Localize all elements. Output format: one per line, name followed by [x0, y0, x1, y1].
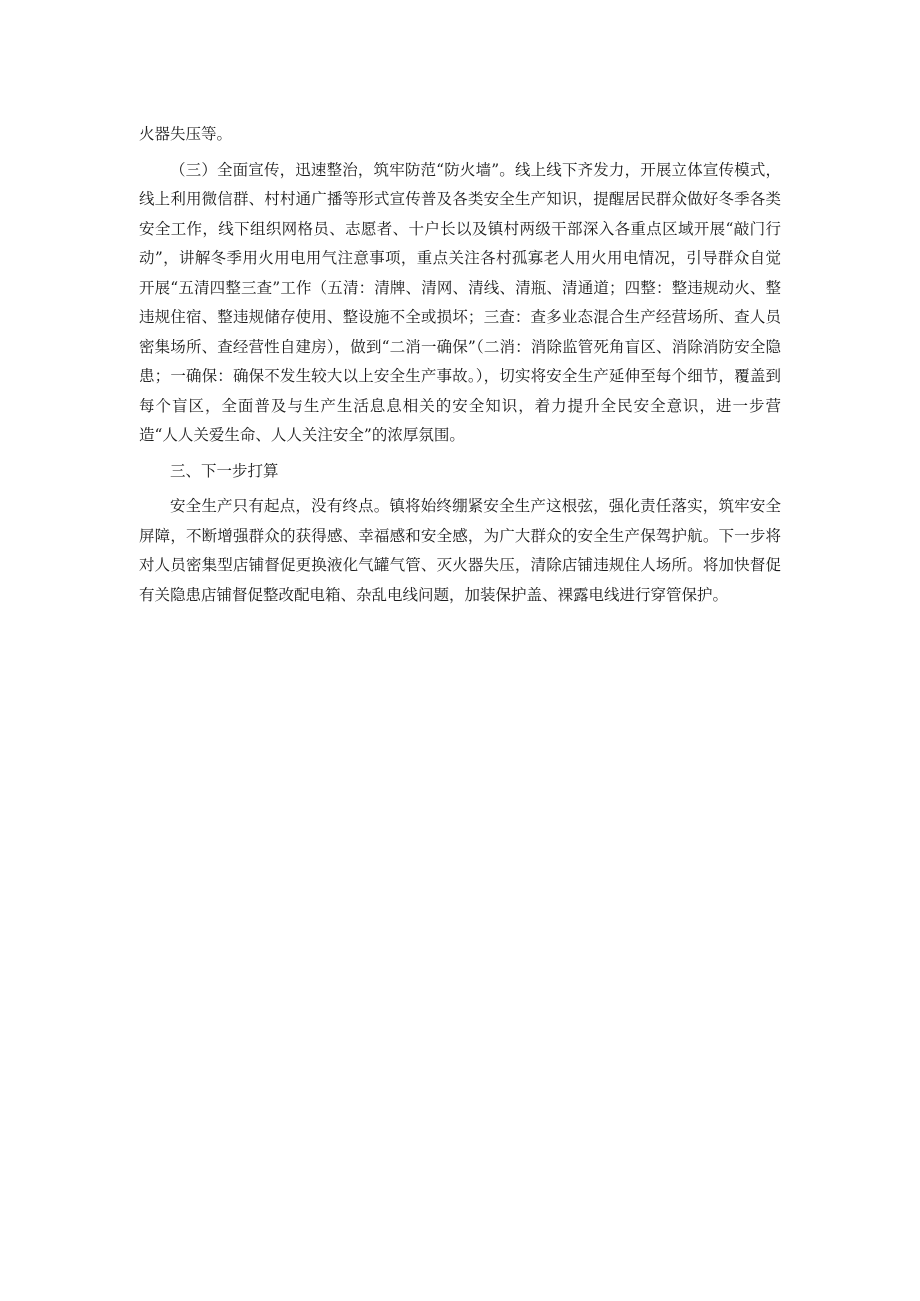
paragraph-next-steps: 安全生产只有起点，没有终点。镇将始终绷紧安全生产这根弦，强化责任落实，筑牢安全屏障，不断增强群众的获得感、幸福感和安全感，为广大群众的安全生产保驾护航。下一步将对人员密集型店铺督促更换液化气罐气管、灭火器失压，清除店铺违规住人场所。将加快督促有关隐患店铺督促整改配电箱、杂乱电线问题，加装保护盖、裸露电线进行穿管保护。: [139, 497, 781, 604]
continuation-text: 火器失压等。: [139, 125, 233, 143]
paragraph-heading-publicity: （三）全面宣传，迅速整治，筑牢防范“防火墙”。: [170, 160, 515, 179]
paragraph-publicity: [139, 156, 781, 451]
section-heading-next-steps: 三、下一步打算: [170, 461, 279, 480]
paragraph-body-publicity: 线上线下齐发力，开展立体宣传模式，线上利用微信群、村村通广播等形式宣传普及各类安全生产知识，提醒居民群众做好冬季各类安全工作，线下组织网格员、志愿者、十户长以及镇村两级干部深入各重点区域开展“敲门行动”，讲解冬季用火用电用气注意事项，重点关注各村孤寡老人用火用电情况，引导群众自觉开展“五清四整三查”工作（五清：清牌、清网、清线、清瓶、清通道；四整：整违规动火、整违规住宿、整违规储存使用、整设施不全或损坏；三查：查多业态混合生产经营场所、查人员密集场所、查经营性自建房），做到“二消一确保”（二消：消除监管死角盲区、消除消防安全隐患；一确保：确保不发生较大以上安全生产事故。），切实将安全生产延伸至每个细节，覆盖到每个盲区，全面普及与生产生活息息相关的安全知识，着力提升全民安全意识，进一步营造“人人关爱生命、人人关注安全”的浓厚氛围。: [139, 160, 781, 444]
document-body: [139, 120, 781, 610]
